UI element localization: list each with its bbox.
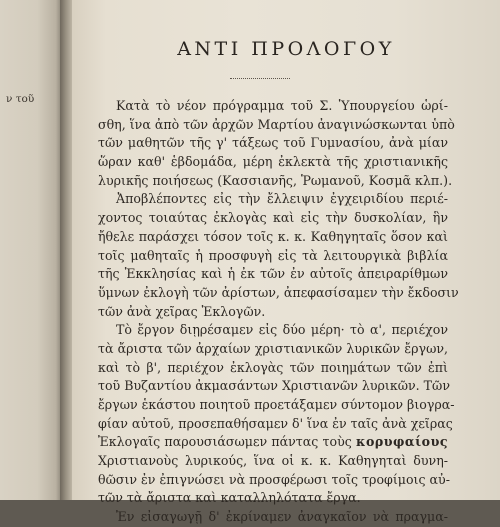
- body-text: [98, 97, 459, 527]
- text-line-content: τῶν τὰ ἄριστα καὶ καταλληλότατα ἔργα.: [98, 490, 361, 506]
- text-line: [98, 303, 448, 322]
- text-line: [98, 396, 455, 415]
- text-line: [98, 340, 448, 359]
- text-line-content: ὕμνων ἐκλογὴ τῶν ἀρίστων, ἀπεφασίσαμεν τὴν ἔκδοσιν: [98, 284, 459, 300]
- text-line: [98, 228, 448, 247]
- text-line-content: Ἐν εἰσαγωγῇ δ' ἐκρίναμεν ἀναγκαῖον νὰ πραγμα-: [116, 509, 448, 525]
- text-line-content: ἤθελε παράσχει τόσον τοῖς κ. κ. Καθηγηταῖς ὅσον καὶ: [98, 228, 448, 244]
- text-line: [98, 190, 448, 209]
- text-line-content: σθη, ἵνα ἀπὸ τῶν ἀρχῶν Μαρτίου ἀναγινώσκωνται ὑπὸ: [98, 116, 455, 132]
- text-line-content: ἔργων ἑκάστου ποιητοῦ προετάξαμεν σύντομον βιογρα-: [98, 397, 455, 412]
- text-line: [98, 247, 448, 266]
- text-line: [98, 489, 448, 508]
- left-page: [0, 0, 62, 500]
- right-page: [72, 0, 500, 525]
- text-line-content: λυρικῆς ποιήσεως (Κασσιανῆς, Ῥωμανοῦ, Κοσμᾶ κλπ.).: [98, 172, 453, 188]
- text-line: [98, 116, 455, 135]
- text-line-content: φίαν αὐτοῦ, προσεπαθήσαμεν δ' ἵνα ἐν ταῖς ἀνὰ χεῖρας: [98, 415, 453, 431]
- text-line-content: τοῦ Βυζαντίου ἀκμασάντων Χριστιανῶν λυρικῶν. Τῶν: [98, 378, 450, 394]
- text-line: [98, 452, 448, 471]
- text-line: [98, 134, 448, 153]
- text-line-content: χοντος τοιαύτας ἐκλογὰς καὶ εἰς τὴν δυσκολίαν, ἣν: [98, 210, 448, 226]
- left-page-text-fragment: ν τοῦ: [6, 93, 35, 105]
- page-title: ΑΝΤΙ ΠΡΟΛΟΓΟΥ: [177, 38, 395, 60]
- text-line: [98, 321, 448, 340]
- text-line-content: Κατὰ τὸ νέον πρόγραμμα τοῦ Σ. Ὑπουργείου ὡρί-: [116, 98, 448, 113]
- title-divider: [230, 78, 290, 79]
- text-line-content: καὶ τὸ β', περιέχον ἐκλογὰς τῶν ποιημάτων τῶν ἐπὶ: [98, 359, 448, 375]
- text-line: [98, 209, 448, 228]
- text-line-content: τοῖς μαθηταῖς ἡ προσφυγὴ εἰς τὰ λειτουργικὰ βιβλία: [98, 247, 448, 263]
- text-line: [98, 377, 448, 396]
- text-line-content: τῶν μαθητῶν τῆς γ' τάξεως τοῦ Γυμνασίου, ἀνὰ μίαν: [98, 135, 448, 151]
- text-line: [98, 508, 448, 527]
- text-line: [98, 97, 448, 116]
- text-line: [98, 172, 453, 191]
- text-line: [98, 153, 448, 172]
- text-line: [98, 284, 459, 303]
- text-line-content: τῶν ἀνὰ χεῖρας Ἐκλογῶν.: [98, 303, 266, 319]
- text-line-content: ὥραν καθ' ἑβδομάδα, μέρη ἐκλεκτὰ τῆς χριστιανικῆς: [98, 154, 448, 170]
- text-line: [98, 433, 448, 452]
- text-line-content: Ἀποβλέποντες εἰς τὴν ἔλλειψιν ἐγχειριδίου περιέ-: [116, 191, 448, 207]
- text-line: [98, 471, 448, 490]
- text-line-content: Ἐκλογαῖς παρουσιάσωμεν πάντας τοὺς: [98, 434, 352, 450]
- text-line-content: θῶσιν ἐν ἐπιγνώσει νὰ προσφέρωσι τοῖς τροφίμοις αὐ-: [98, 471, 450, 487]
- text-line: [98, 415, 453, 434]
- emphasized-word: κορυφαίους: [356, 434, 448, 450]
- text-line: [98, 359, 448, 378]
- text-line-content: τὰ ἄριστα τῶν ἀρχαίων χριστιανικῶν λυρικῶν ἔργων,: [98, 340, 448, 356]
- text-line-content: Τὸ ἔργον διῃρέσαμεν εἰς δύο μέρη· τὸ α', περιέχον: [116, 322, 448, 338]
- text-line-content: τῆς Ἐκκλησίας καὶ ἡ ἐκ τῶν ἐν αὐτοῖς ἀπειραρίθμων: [98, 266, 448, 282]
- text-line-content: Χριστιανοὺς λυρικούς, ἵνα οἱ κ. κ. Καθηγηταὶ δυνη-: [98, 453, 448, 469]
- text-line: [98, 265, 448, 284]
